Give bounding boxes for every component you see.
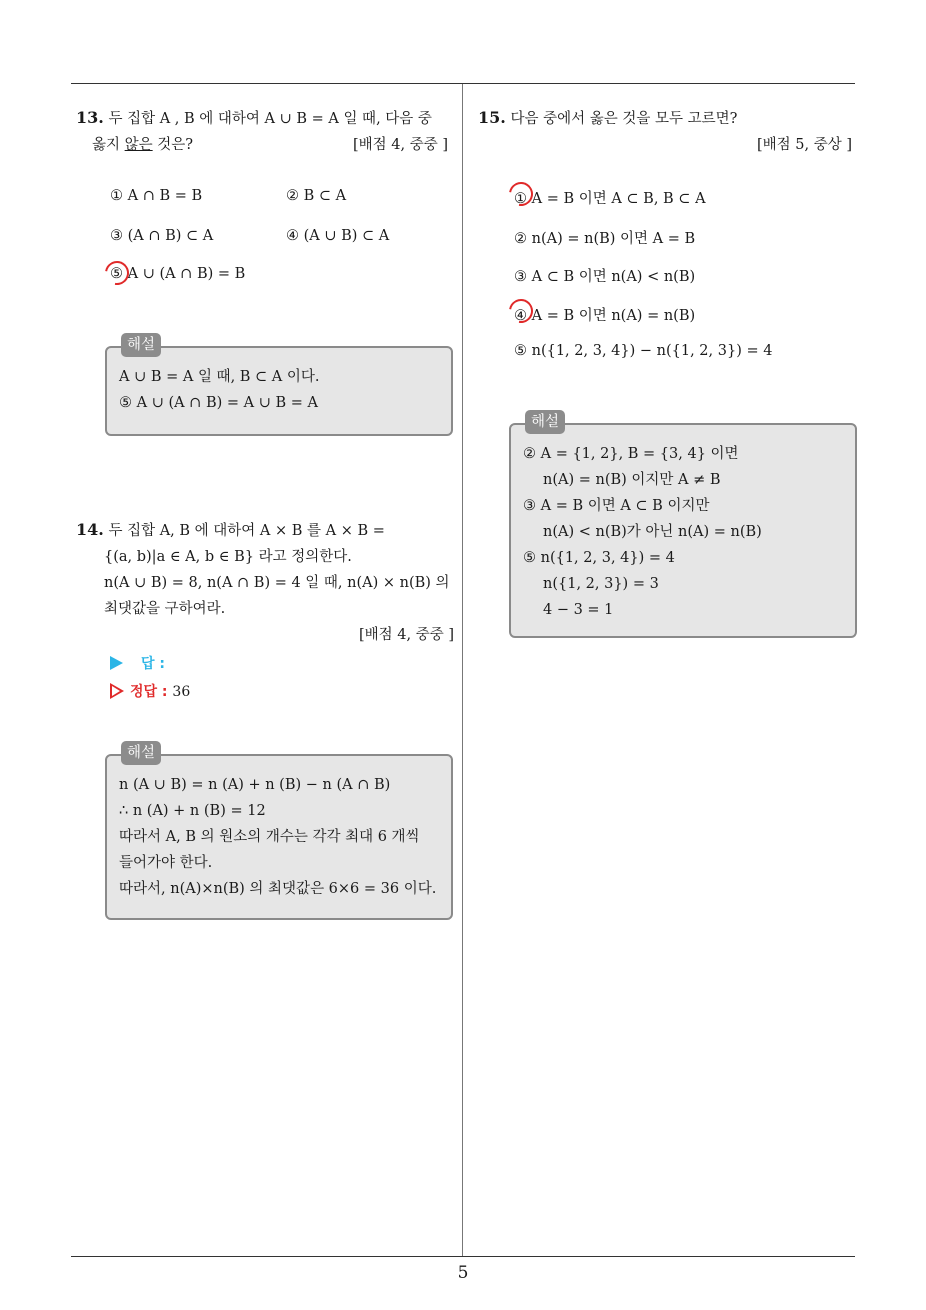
question-text: 것은? [152, 137, 194, 153]
explanation-line: ② A = {1, 2}, B = {3, 4} 이면 [523, 446, 739, 462]
question-text: {(a, b)|a ∈ A, b ∈ B} 라고 정의한다. [104, 549, 352, 565]
explanation-line: ③ A = B 이면 A ⊂ B 이지만 [523, 498, 710, 514]
play-icon [110, 656, 123, 670]
underlined-word: 않은 [124, 137, 153, 153]
triangle-outline-icon [110, 683, 124, 699]
top-rule [71, 83, 855, 84]
q14-explanation-box [105, 745, 453, 920]
explanation-tag: 해설 [525, 410, 565, 434]
answer-line [110, 653, 165, 673]
q13-explanation-box [105, 337, 453, 436]
q13-option-2[interactable]: ② B ⊂ A [286, 188, 347, 204]
explanation-tag: 해설 [121, 741, 161, 765]
correct-answer-label: 정답 : [130, 684, 168, 700]
explanation-line: 따라서, n(A)×n(B) 의 최댓값은 6×6 = 36 이다. [119, 881, 437, 897]
score-label: [배점 4, 중중 ] [358, 627, 454, 643]
question-text: 최댓값을 구하여라. [104, 601, 226, 617]
question-text: 옳지 [92, 137, 125, 153]
question-14 [76, 517, 454, 648]
q15-option-1[interactable]: ① A = B 이면 A ⊂ B, B ⊂ A [514, 191, 706, 207]
question-13-line1 [76, 105, 454, 132]
bottom-rule [71, 1256, 855, 1257]
explanation-line: 4 − 3 = 1 [543, 602, 614, 618]
question-number: 14. [76, 520, 104, 539]
question-number: 15. [478, 108, 506, 127]
question-text: n(A ∪ B) = 8, n(A ∩ B) = 4 일 때, n(A) × n(B) 의 [104, 575, 450, 591]
explanation-line: A ∪ B = A 일 때, B ⊂ A 이다. [119, 369, 320, 385]
answer-label: 답 : [141, 656, 165, 672]
explanation-line: ⑤ n({1, 2, 3, 4}) = 4 [523, 550, 675, 566]
answer-circle-mark [100, 256, 133, 289]
q13-option-5[interactable]: ⑤ A ∪ (A ∩ B) = B [110, 266, 246, 282]
explanation-line: 들어가야 한다. [119, 855, 213, 871]
q15-explanation-box [509, 414, 857, 638]
q13-option-4[interactable]: ④ (A ∪ B) ⊂ A [286, 228, 390, 244]
explanation-line: 따라서 A, B 의 원소의 개수는 각각 최대 6 개씩 [119, 829, 420, 845]
question-13-line2 [76, 132, 454, 158]
correct-answer-value: 36 [172, 684, 191, 700]
question-13 [76, 105, 454, 158]
q15-option-4[interactable]: ④ A = B 이면 n(A) = n(B) [514, 308, 696, 324]
question-text: 두 집합 A , B 에 대하여 A ∪ B = A 일 때, 다음 중 [108, 111, 432, 127]
explanation-line: n(A) < n(B)가 아닌 n(A) = n(B) [543, 524, 762, 540]
question-text: 두 집합 A, B 에 대하여 A × B 를 A × B = [108, 523, 385, 539]
q13-option-3[interactable]: ③ (A ∩ B) ⊂ A [110, 228, 214, 244]
question-text: 다음 중에서 옳은 것을 모두 고르면? [510, 111, 738, 127]
q13-option-1[interactable]: ① A ∩ B = B [110, 188, 203, 204]
score-label: [배점 5, 중상 ] [756, 137, 852, 153]
correct-answer-line [110, 681, 190, 701]
column-divider [462, 84, 463, 1256]
explanation-line: ∴ n (A) + n (B) = 12 [119, 803, 266, 819]
q15-option-2[interactable]: ② n(A) = n(B) 이면 A = B [514, 231, 696, 247]
explanation-line: ⑤ A ∪ (A ∩ B) = A ∪ B = A [119, 395, 318, 411]
question-number: 13. [76, 108, 104, 127]
question-15-line1 [478, 105, 852, 132]
question-15 [478, 105, 852, 158]
q15-option-5[interactable]: ⑤ n({1, 2, 3, 4}) − n({1, 2, 3}) = 4 [514, 343, 773, 359]
question-14-line1 [76, 517, 454, 544]
explanation-tag: 해설 [121, 333, 161, 357]
explanation-line: n({1, 2, 3}) = 3 [543, 576, 659, 592]
q15-option-3[interactable]: ③ A ⊂ B 이면 n(A) < n(B) [514, 269, 696, 285]
explanation-line: n (A ∪ B) = n (A) + n (B) − n (A ∩ B) [119, 777, 391, 793]
page-number: 5 [457, 1263, 469, 1283]
explanation-line: n(A) = n(B) 이지만 A ≠ B [543, 472, 721, 488]
score-label: [배점 4, 중중 ] [352, 137, 448, 153]
